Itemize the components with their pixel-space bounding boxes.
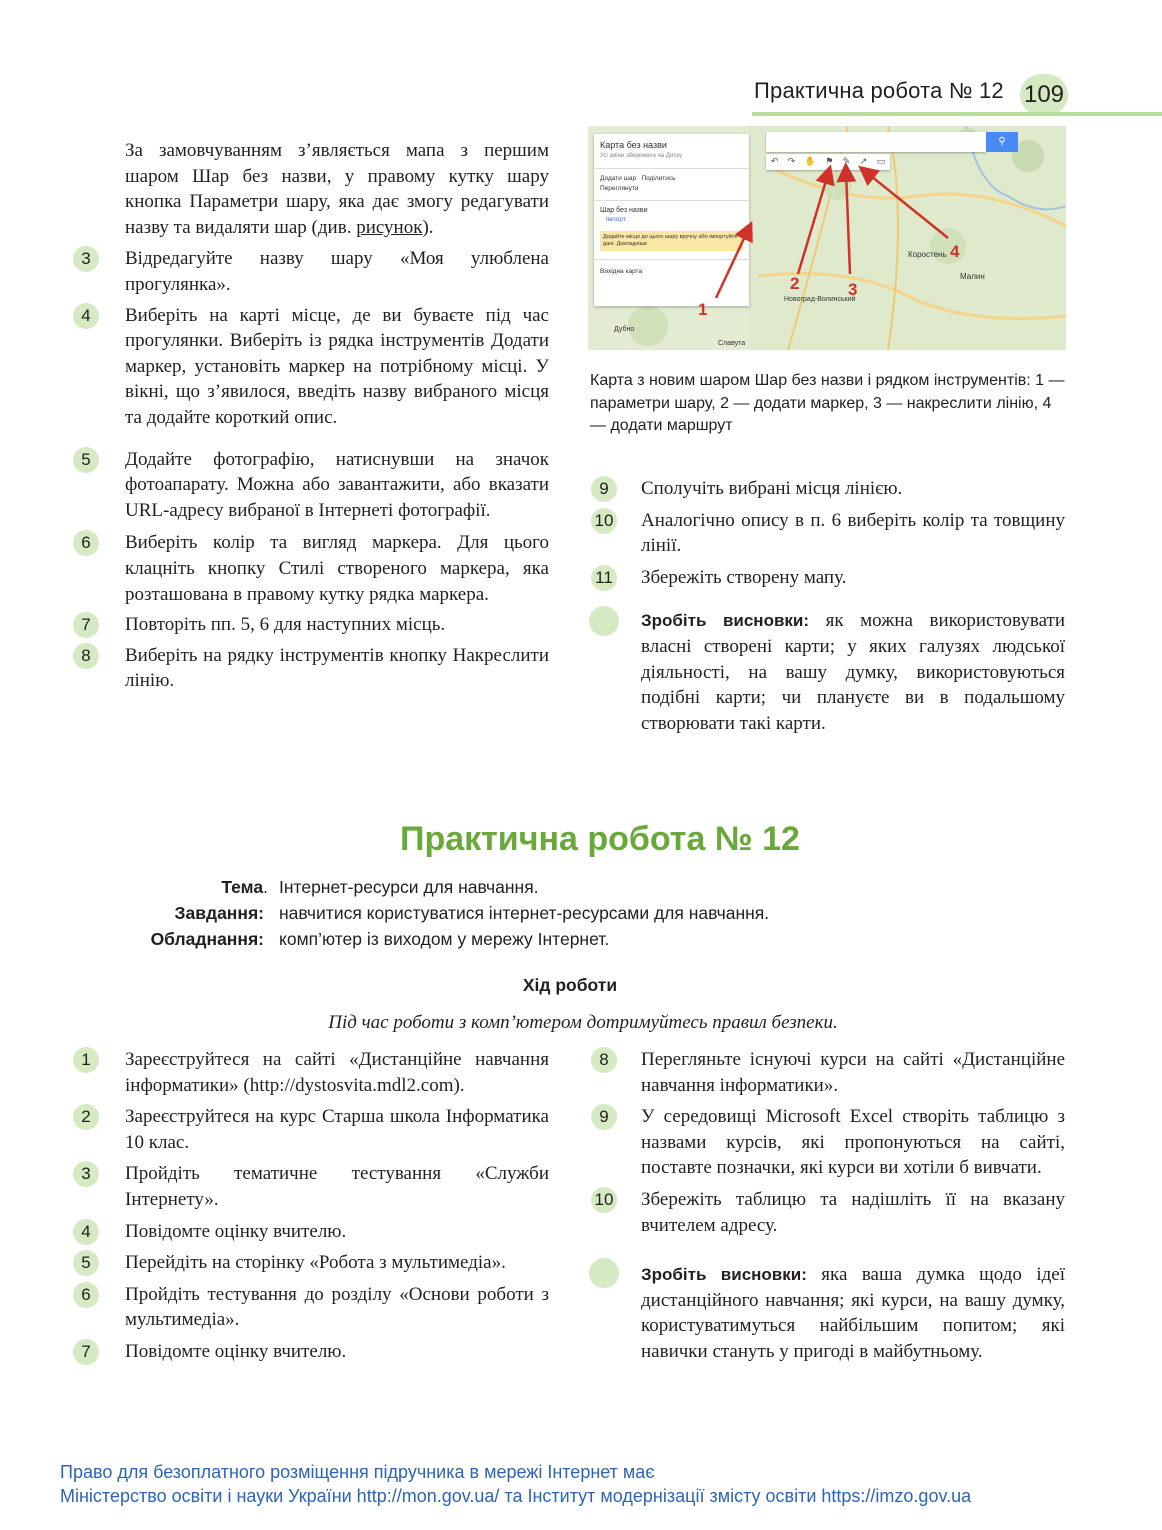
figure-caption: Карта з новим шаром Шар без назви і рядком інструментів: 1 — параметри шару, 2 — додати маркер, 3 — накреслити лінію, 4 — додати маршрут [590,372,1065,434]
conclusion-block [641,1262,1065,1364]
list-item [81,303,549,431]
step-text: Зареєструйтеся на сайті «Дистанційне навчання інформатики» (http://dystosvita.mdl2.com). [125,1049,549,1096]
step-number: 6 [73,1282,99,1308]
meta-value: Інтернет-ресурси для навчання. [279,877,539,897]
step-number: 9 [591,1104,617,1130]
intro-text: За замовчуванням з’являється мапа з першим шаром Шар без назви, у правому кутку шару кнопка Параметри шару, яка дає змогу редагувати назву та видаляти шар (див. [125,140,549,238]
list-item [599,476,1065,502]
step-number: 9 [591,476,617,502]
step-number: 2 [73,1104,99,1130]
panel-subtitle: Усі зміни збережено на Диску [600,153,683,159]
step-number: 8 [73,643,99,669]
step-number: 5 [73,1250,99,1276]
list-item [81,1219,549,1245]
meta-value: комп’ютер із виходом у мережу Інтернет. [279,929,610,949]
annotation-arrows [588,126,1066,350]
step-number: 10 [591,508,617,534]
step-text: Повідомте оцінку вчителю. [125,1220,347,1242]
step-text: Виберіть на рядку інструментів кнопку Накреслити лінію. [125,644,549,692]
step-text: У середовищі Microsoft Excel створіть таблицю з назвами курсів, які пропонуються на сайті, поставте позначки, які курси ви хотіли б вивчати. [641,1106,1065,1179]
conclusion-label: Зробіть висновки: [641,611,810,631]
map-place-label: Малин [960,272,985,281]
conclusion-text: як можна використовувати власні створені карти; у яких галузях людської діяльності, на вашу думку, використовуються подібні карти; чи плануєте ви в подальшому створювати такі карти. [641,610,1065,734]
footer-line-2[interactable]: Міністерство освіти і науки України http://mon.gov.ua/ та Інститут модернізації змісту освіти https://imzo.gov.ua [60,1486,972,1506]
map-place-label: Дубно [614,326,635,333]
footer-line-1: Право для безоплатного розміщення підручника в мережі Інтернет має [60,1462,655,1482]
share-button[interactable]: Поділитись [641,175,676,182]
step-number: 7 [73,1339,99,1365]
page-number: 109 [1020,74,1068,116]
step-text: Відредагуйте назву шару «Моя улюблена прогулянка». [125,248,549,295]
search-icon: ⚲ [998,136,1006,147]
add-route-icon[interactable]: ↗ [859,157,868,167]
conclusion-marker [589,606,619,636]
step-number: 3 [73,1161,99,1187]
step-text: Перейдіть на сторінку «Робота з мультимедіа». [125,1252,506,1274]
map-screenshot [588,126,1066,350]
arrow-label: 4 [950,242,960,261]
intro-end: ). [422,216,434,238]
step-number: 8 [591,1047,617,1073]
conclusion-label: Зробіть висновки: [641,1265,807,1285]
step-text: Додайте фотографію, натиснувши на значок фотоапарату. Можна або завантажити, або вказати URL-адресу вибраної в Інтернеті фотографії. [125,448,549,521]
undo-icon[interactable]: ↶ [770,157,779,167]
left-top-column [81,138,549,694]
list-item [594,1187,1065,1238]
map-place-label: Славута [718,340,746,347]
step-text: Повідомте оцінку вчителю. [125,1340,347,1362]
list-item [81,530,549,607]
add-layer-button[interactable]: Додати шар [600,175,637,182]
conclusion-text: яка ваша думка щодо ідеї дистанційного навчання; які курси, на вашу думку, користуватимуться найбільшим попитом; які навички стануть у пригоді в майбутньому. [641,1264,1065,1362]
conclusion-block [641,608,1065,736]
running-header: Практична робота № 12 [754,78,1004,103]
step-text: Перегляньте існуючі курси на сайті «Дистанційне навчання інформатики». [641,1049,1065,1096]
hand-icon[interactable]: ✋ [804,157,816,167]
measure-icon[interactable]: ▭ [876,157,886,167]
step-number: 5 [73,447,99,473]
conclusion-marker [589,1258,619,1288]
preview-button[interactable]: Переглянути [600,185,639,192]
meta-key: Тема. [221,877,268,897]
section-title: Практична робота № 12 [400,820,800,858]
arrow-label: 2 [790,274,800,293]
step-text: Сполучіть вибрані місця лінією. [641,478,903,499]
map-place-label: Коростень [908,250,947,259]
step-text: Повторіть пп. 5, 6 для наступних місць. [125,614,446,636]
meta-key: Обладнання: [150,929,264,949]
list-item [81,643,549,694]
list-item [81,1250,549,1276]
step-number: 3 [73,246,99,272]
redo-icon[interactable]: ↷ [787,157,796,167]
arrow-label: 3 [848,280,858,299]
map-place-label: Новоград-Волинський [784,296,856,303]
step-text: Зареєструйтеся на курс Старша школа Інформатика 10 клас. [125,1106,549,1153]
section-meta [0,874,1162,954]
list-item [81,246,549,297]
add-marker-icon[interactable]: ⚑ [825,157,834,167]
list-item [81,1161,549,1212]
intro-paragraph [125,138,549,240]
progress-title: Хід роботи [522,975,618,995]
list-item [595,565,1065,591]
step-number: 10 [591,1187,617,1213]
meta-value: навчитися користуватися інтернет-ресурсами для навчання. [279,903,770,923]
list-item [81,447,549,524]
step-number: 4 [73,1219,99,1245]
meta-key: Завдання: [174,903,264,923]
list-item [594,508,1065,559]
list-item [81,1339,549,1365]
list-item [81,1282,549,1333]
step-number: 7 [73,612,99,638]
panel-title[interactable]: Карта без назви [600,140,667,150]
step-number: 6 [73,530,99,556]
bottom-right-column [594,1047,1065,1365]
step-text: Збережіть таблицю та надішліть її на вказану вчителем адресу. [641,1188,1065,1236]
list-item [81,1047,549,1098]
step-text: Пройдіть тестування до розділу «Основи роботи з мультимедіа». [125,1283,549,1331]
base-map-toggle[interactable]: Вихідна карта [594,259,749,275]
step-text: Виберіть колір та вигляд маркера. Для цього клацніть кнопку Стилі створеного маркера, яка розташована в правому кутку рядка маркера. [125,532,549,605]
step-text: Аналогічно опису в п. 6 виберіть колір та товщину лінії. [641,509,1065,557]
hint-box: Додайте місця до цього шару вручну або імпортуйте дані. Докладніше [600,231,743,251]
safety-note: Під час роботи з комп’ютером дотримуйтесь правил безпеки. [328,1012,838,1033]
step-number: 1 [73,1047,99,1073]
step-number: 4 [73,303,99,329]
layer-name[interactable]: Шар без назви [594,200,749,214]
arrow-label: 1 [698,300,708,319]
list-item [81,1104,549,1155]
import-link[interactable]: Імпорт [606,216,626,223]
step-text: Виберіть на карті місце, де ви буваєте під час прогулянки. Виберіть із рядка інструментів Додати маркер, установіть маркер на потрібному місці. У вікні, що з’явилося, введіть назву вибраного місця та додайте короткий опис. [125,304,549,428]
step-text: Пройдіть тематичне тестування «Служби Інтернету». [125,1163,549,1210]
list-item [599,1104,1065,1181]
right-top-column [594,476,1065,736]
figure-link[interactable]: рисунок [356,216,423,238]
draw-line-icon[interactable]: ✎ [842,157,851,167]
header-rule [752,112,1162,116]
step-number: 11 [591,565,617,591]
step-text: Збережіть створену мапу. [641,566,847,588]
list-item [599,1047,1065,1098]
bottom-left-column [81,1047,549,1365]
list-item [81,612,549,638]
